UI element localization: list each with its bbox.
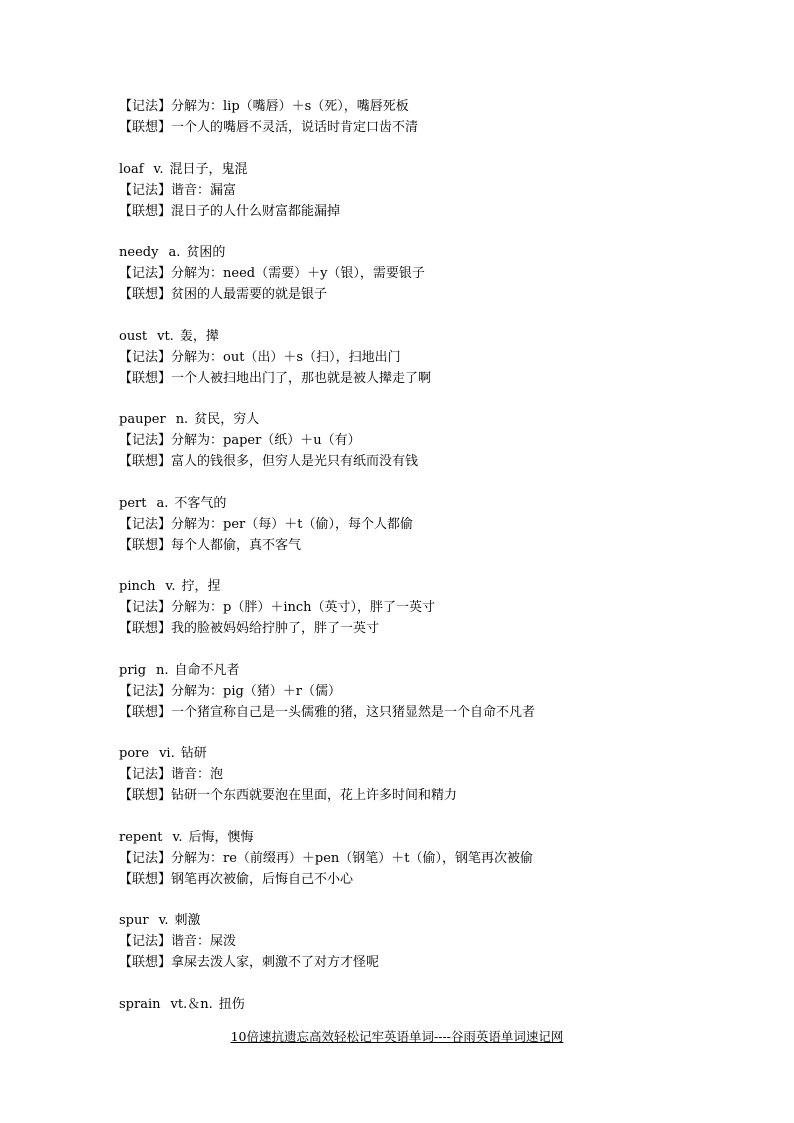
part-of-speech: n. — [156, 662, 169, 678]
entry-headword-line — [119, 242, 719, 263]
entry-gap — [119, 305, 719, 326]
association-line: 【联想】混日子的人什么财富都能漏掉 — [119, 203, 341, 219]
entry-headword-line — [119, 576, 719, 597]
vocab-entry — [119, 326, 719, 389]
association-line: 【联想】富人的钱很多，但穷人是光只有纸而没有钱 — [119, 454, 419, 469]
association-line: 【联想】钻研一个东西就要泡在里面，花上许多时间和精力 — [119, 788, 458, 803]
headword: pore — [119, 746, 150, 761]
meaning: 钻研 — [180, 746, 207, 761]
meaning: 拧，捏 — [181, 579, 221, 594]
vocab-entry — [119, 409, 719, 472]
entry-headword-line — [119, 493, 719, 514]
headword: oust — [119, 328, 148, 344]
mnemonic-line: 【记法】谐音：漏富 — [119, 182, 237, 198]
part-of-speech: v. — [153, 161, 164, 177]
association-line: 【联想】拿屎去泼人家，刺激不了对方才怪呢 — [119, 955, 380, 970]
mnemonic-line: 【记法】谐音：屎泼 — [119, 934, 237, 949]
vocab-entry — [119, 910, 719, 973]
association-line: 【联想】贫困的人最需要的就是银子 — [119, 287, 328, 302]
association-line: 【联想】一个人被扫地出门了，那也就是被人撵走了啊 — [119, 370, 432, 386]
part-of-speech: a. — [156, 495, 169, 511]
part-of-speech: v. — [158, 913, 169, 928]
entry-gap — [119, 890, 719, 911]
entry-gap — [119, 723, 719, 744]
footer-link[interactable]: 10倍速抗遗忘高效轻松记牢英语单词----谷雨英语单词速记网 — [230, 1029, 564, 1044]
entry-gap — [119, 138, 719, 159]
part-of-speech: v. — [165, 579, 176, 594]
entry-gap — [119, 806, 719, 827]
mnemonic-line: 【记法】分解为：per（每）＋t（偷），每个人都偷 — [119, 516, 413, 532]
vocab-entry — [119, 743, 719, 806]
vocab-entry — [119, 827, 719, 890]
meaning: 自命不凡者 — [174, 662, 240, 678]
headword: needy — [119, 245, 159, 260]
meaning: 贫困的 — [186, 245, 226, 260]
entry-headword-line — [119, 910, 719, 931]
mnemonic-line: 【记法】分解为：out（出）＋s（扫），扫地出门 — [119, 349, 401, 365]
headword: pinch — [119, 579, 156, 594]
association-line: 【联想】每个人都偷，真不客气 — [119, 537, 302, 553]
mnemonic-line: 【记法】谐音：泡 — [119, 767, 224, 782]
entry-gap — [119, 973, 719, 994]
mnemonic-line: 【记法】分解为：need（需要）＋y（银），需要银子 — [119, 266, 425, 281]
meaning: 轰，撵 — [179, 328, 219, 344]
headword: spur — [119, 913, 149, 928]
entry-gap — [119, 389, 719, 410]
mnemonic-line: 【记法】分解为：re（前缀再）＋pen（钢笔）＋t（偷），钢笔再次被偷 — [119, 850, 534, 866]
headword: pauper — [119, 412, 166, 427]
vocab-entry — [119, 242, 719, 305]
vocab-entry — [119, 96, 719, 138]
meaning: 不客气的 — [174, 495, 227, 511]
meaning: 贫民，穷人 — [194, 412, 260, 427]
vocab-list — [119, 96, 719, 1015]
headword: repent — [119, 829, 163, 845]
vocab-entry — [119, 994, 719, 1015]
mnemonic-line: 【记法】分解为：lip（嘴唇）＋s（死），嘴唇死板 — [119, 99, 409, 114]
headword: loaf — [119, 161, 144, 177]
part-of-speech: a. — [168, 245, 181, 260]
entry-gap — [119, 222, 719, 243]
meaning: 扭伤 — [218, 996, 245, 1012]
association-line: 【联想】一个人的嘴唇不灵活，说话时肯定口齿不清 — [119, 120, 419, 135]
headword: pert — [119, 495, 147, 511]
entry-headword-line — [119, 159, 719, 180]
part-of-speech: v. — [172, 829, 183, 845]
entry-gap — [119, 639, 719, 660]
entry-headword-line — [119, 743, 719, 764]
part-of-speech: vt.＆n. — [170, 996, 213, 1012]
entry-gap — [119, 472, 719, 493]
part-of-speech: vt. — [157, 328, 174, 344]
entry-headword-line — [119, 994, 719, 1015]
vocab-entry — [119, 159, 719, 222]
mnemonic-line: 【记法】分解为：paper（纸）＋u（有） — [119, 433, 361, 448]
part-of-speech: vi. — [159, 746, 175, 761]
mnemonic-line: 【记法】分解为：p（胖）＋inch（英寸），胖了一英寸 — [119, 600, 436, 615]
vocab-entry — [119, 493, 719, 556]
headword: sprain — [119, 996, 161, 1012]
meaning: 刺激 — [174, 913, 201, 928]
vocab-entry — [119, 660, 719, 723]
vocab-entry — [119, 576, 719, 639]
association-line: 【联想】我的脸被妈妈给拧肿了，胖了一英寸 — [119, 621, 380, 636]
association-line: 【联想】钢笔再次被偷，后悔自己不小心 — [119, 871, 354, 887]
mnemonic-line: 【记法】分解为：pig（猪）＋r（儒） — [119, 683, 342, 699]
headword: prig — [119, 662, 147, 678]
entry-headword-line — [119, 409, 719, 430]
association-line: 【联想】一个猪宣称自己是一头儒雅的猪，这只猪显然是一个自命不凡者 — [119, 704, 536, 720]
meaning: 混日子，鬼混 — [169, 161, 248, 177]
part-of-speech: n. — [175, 412, 189, 427]
entry-headword-line — [119, 326, 719, 347]
meaning: 后悔，懊悔 — [188, 829, 254, 845]
entry-headword-line — [119, 660, 719, 681]
entry-gap — [119, 556, 719, 577]
entry-headword-line — [119, 827, 719, 848]
